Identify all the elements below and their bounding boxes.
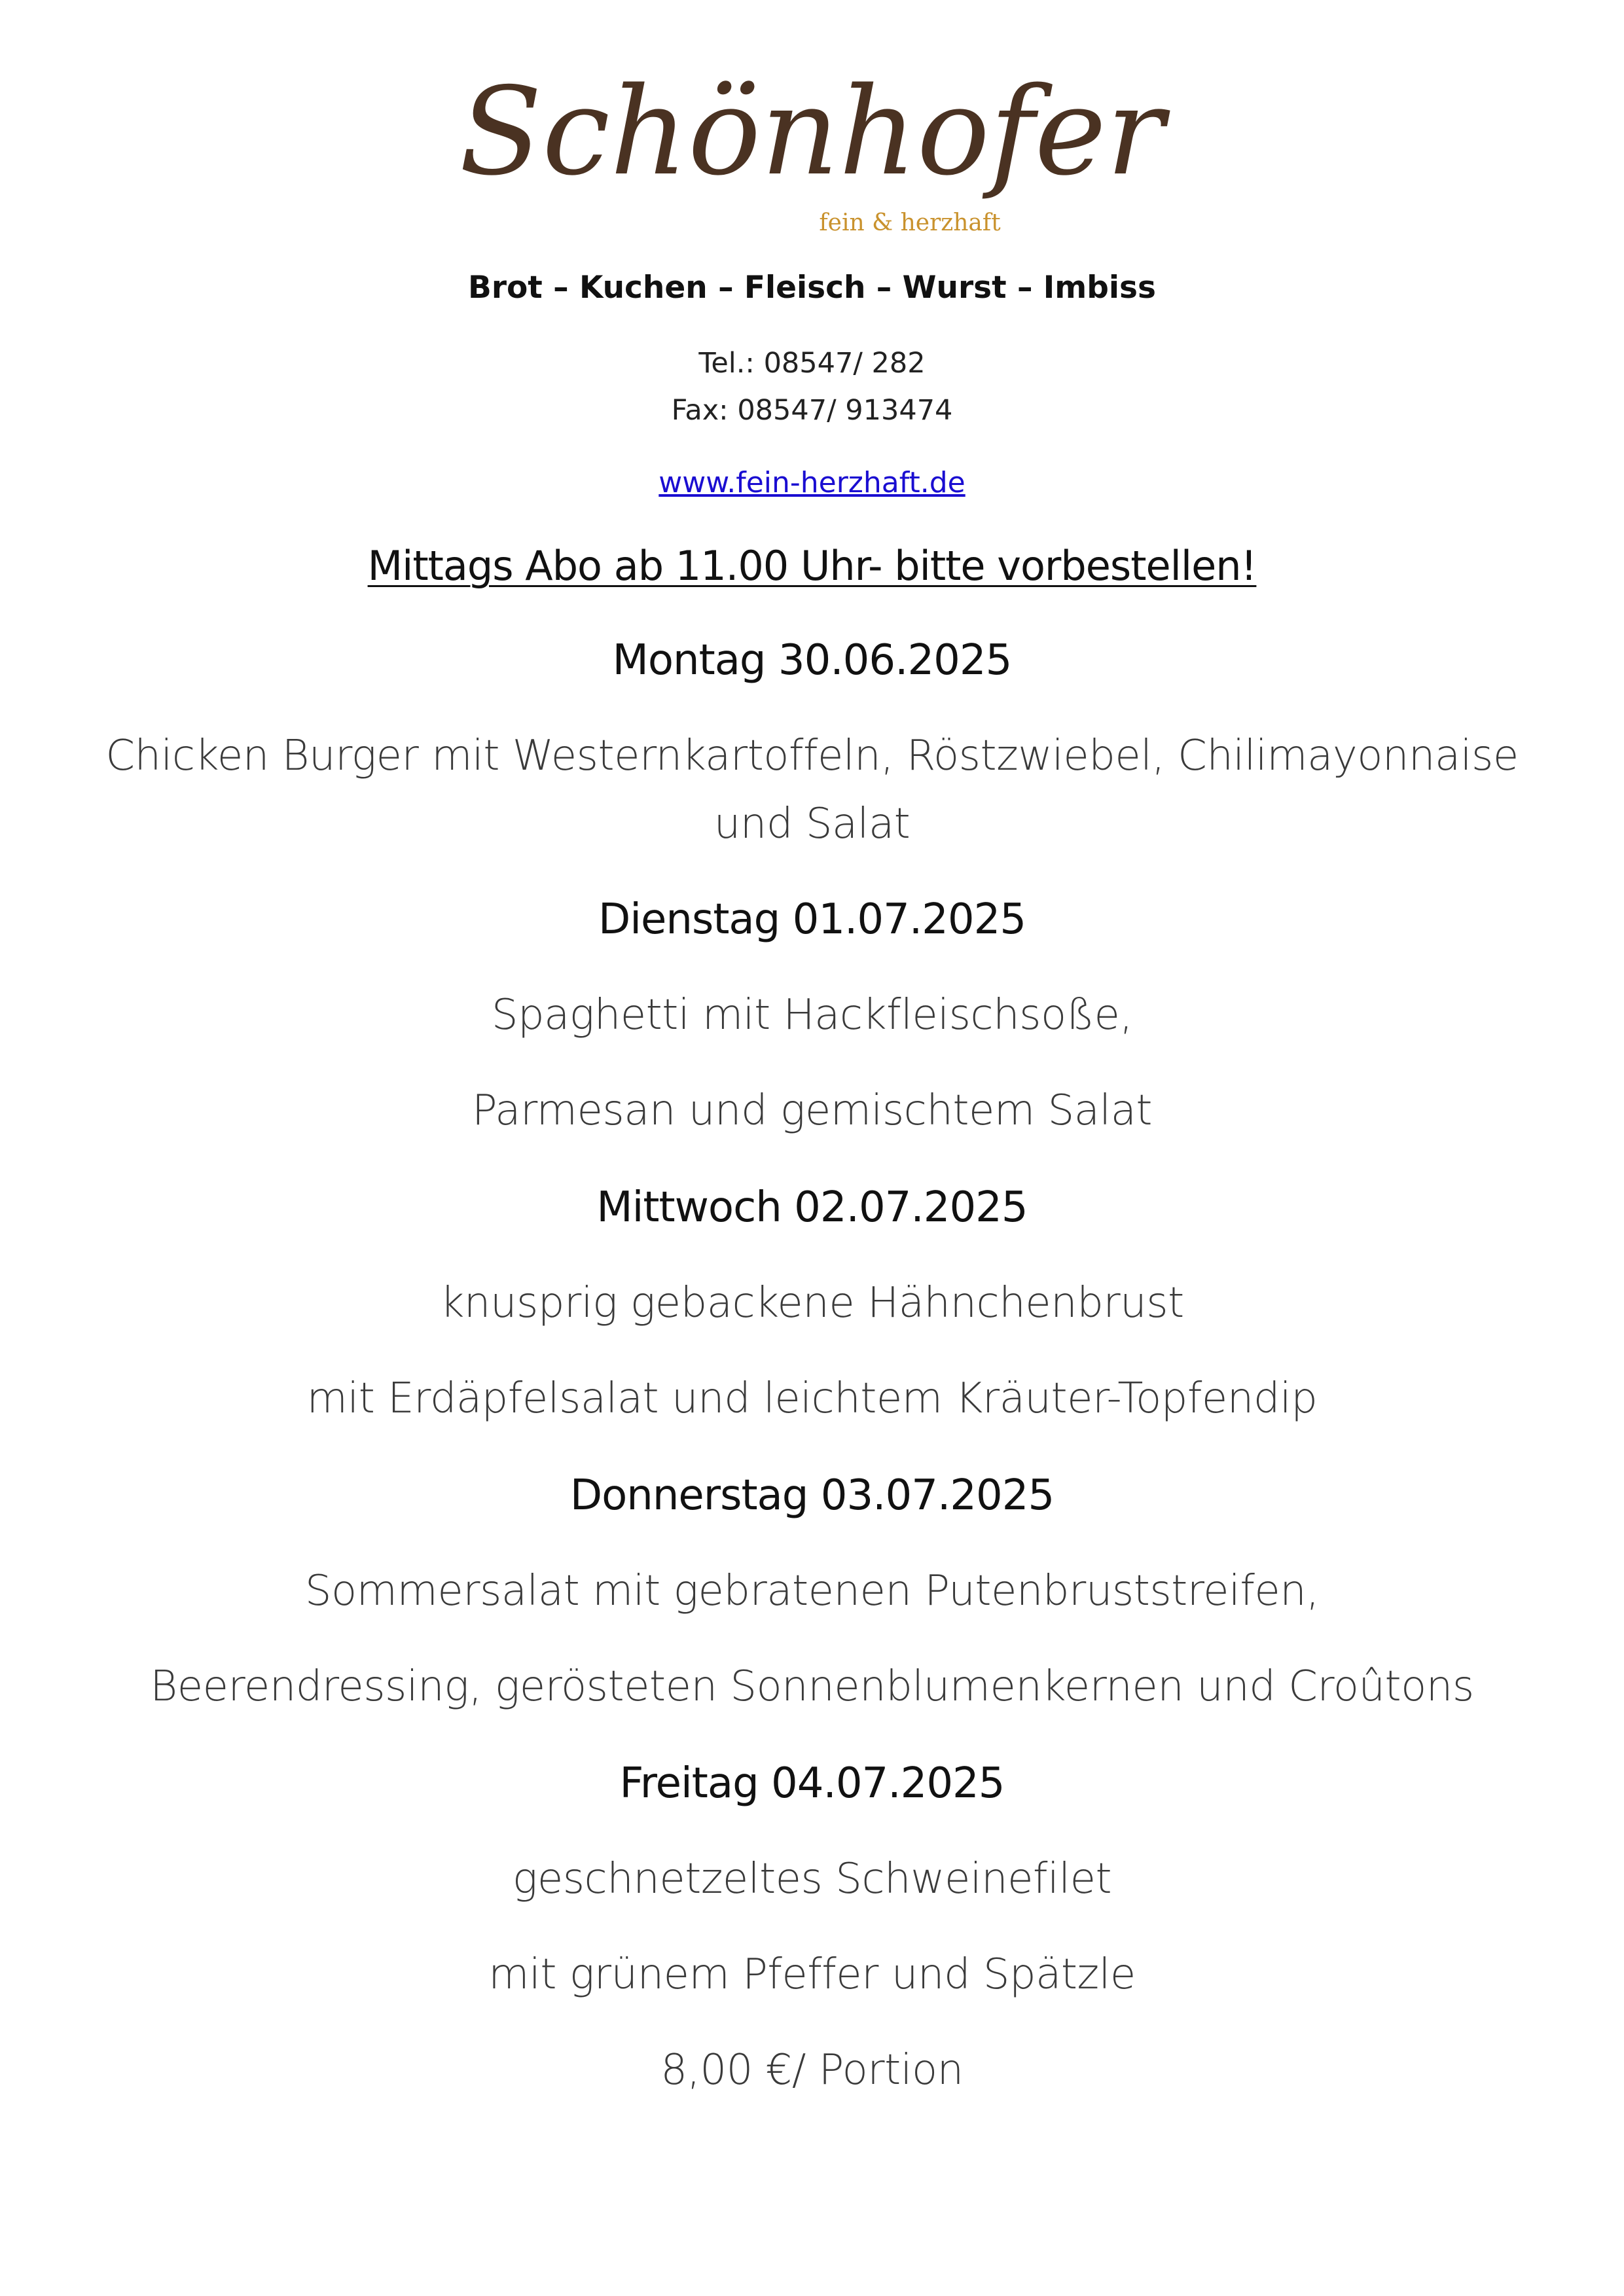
day-heading-thursday: Donnerstag 03.07.2025	[569, 1471, 1055, 1520]
schoenhofer-logo	[459, 39, 1164, 249]
day-heading-monday: Montag 30.06.2025	[612, 636, 1012, 685]
fax-number: Fax: 08547/ 913474	[671, 394, 953, 427]
dish-line: Beerendressing, gerösteten Sonnenblumenkernen und Croûtons	[150, 1662, 1474, 1711]
day-heading-wednesday: Mittwoch 02.07.2025	[596, 1183, 1028, 1232]
logo-subtitle: fein & herzhaft	[819, 209, 1001, 236]
dish-line: Spaghetti mit Hackfleischsoße,	[491, 991, 1133, 1039]
dish-line: und Salat	[713, 800, 911, 848]
price-per-portion: 8,00 €/ Portion	[660, 2046, 964, 2094]
telephone-number: Tel.: 08547/ 282	[698, 347, 926, 380]
dish-line: Sommersalat mit gebratenen Putenbruststreifen,	[304, 1567, 1320, 1615]
dish-line: mit Erdäpfelsalat und leichtem Kräuter-Topfendip	[306, 1374, 1318, 1423]
order-notice: Mittags Abo ab 11.00 Uhr- bitte vorbestellen!	[367, 542, 1257, 590]
website	[0, 466, 1624, 499]
dish-line: mit grünem Pfeffer und Spätzle	[488, 1950, 1136, 1999]
dish-line: Chicken Burger mit Westernkartoffeln, Röstzwiebel, Chilimayonnaise	[105, 732, 1519, 780]
dish-line: geschnetzeltes Schweinefilet	[512, 1855, 1112, 1903]
shop-tagline: Brot – Kuchen – Fleisch – Wurst – Imbiss	[468, 270, 1156, 306]
dish-line: knusprig gebackene Hähnchenbrust	[440, 1279, 1184, 1327]
logo-wordmark: Schönhofer	[459, 61, 1164, 202]
day-heading-friday: Freitag 04.07.2025	[619, 1759, 1005, 1808]
website-link[interactable]: www.fein-herzhaft.de	[659, 466, 965, 499]
day-heading-tuesday: Dienstag 01.07.2025	[598, 895, 1026, 944]
dish-line: Parmesan und gemischtem Salat	[472, 1086, 1152, 1135]
